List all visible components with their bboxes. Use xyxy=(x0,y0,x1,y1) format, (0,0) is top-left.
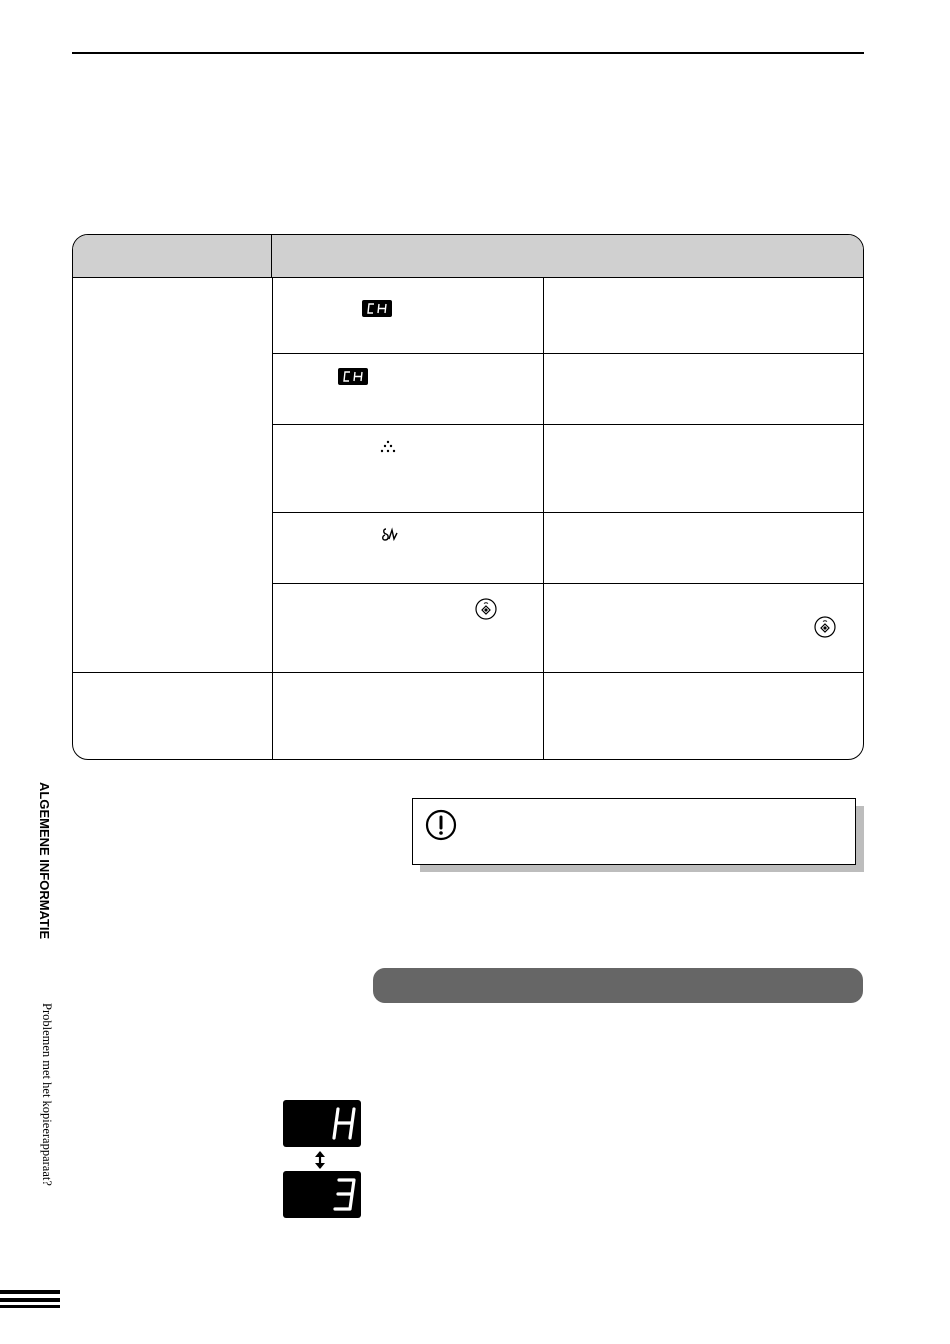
table-header-problem xyxy=(73,235,272,278)
table-divider xyxy=(272,278,273,760)
footer-bar xyxy=(0,1298,60,1302)
ch-display-icon xyxy=(338,368,368,385)
table-row-divider xyxy=(272,424,864,425)
page-side-subtitle: Problemen met het kopieerapparaat? xyxy=(40,1003,54,1186)
exclamation-icon xyxy=(425,809,457,841)
note-box xyxy=(412,798,856,865)
table-divider xyxy=(543,278,544,760)
footer-bar xyxy=(0,1305,60,1308)
table-row-divider xyxy=(272,583,864,584)
misfeed-icon xyxy=(381,527,399,543)
troubleshooting-table xyxy=(72,234,864,760)
section-heading-bar xyxy=(373,968,863,1003)
toner-icon xyxy=(380,440,396,454)
start-key-icon xyxy=(814,616,836,638)
start-key-icon xyxy=(475,598,497,620)
top-rule xyxy=(72,52,864,54)
section-side-title: ALGEMENE INFORMATIE xyxy=(37,782,52,940)
up-down-arrow-icon xyxy=(311,1149,329,1171)
ch-display-icon xyxy=(362,300,392,317)
table-row-divider xyxy=(272,353,864,354)
display-3-icon xyxy=(283,1171,361,1218)
table-row-divider xyxy=(73,672,864,673)
table-header-cause-solution xyxy=(272,235,863,278)
table-row-divider xyxy=(272,512,864,513)
footer-bar xyxy=(0,1290,60,1294)
display-h-icon xyxy=(283,1100,361,1147)
